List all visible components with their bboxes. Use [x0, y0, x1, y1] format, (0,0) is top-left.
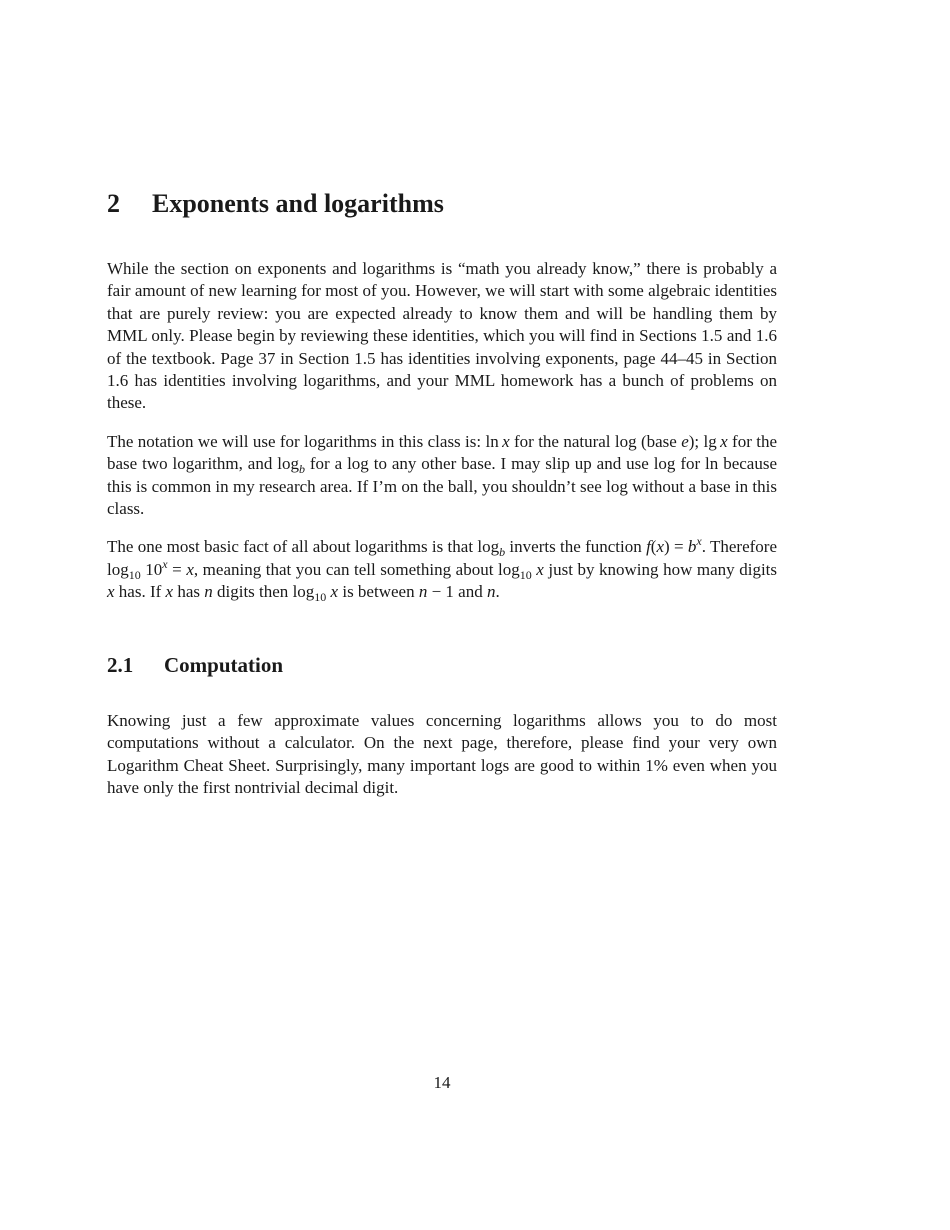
section-heading	[107, 186, 777, 222]
math-log: log	[292, 582, 315, 602]
text-run: . Therefore	[701, 537, 777, 557]
math-subscript: 10	[128, 567, 141, 582]
text-run: for a log to any other base. I may slip up and use log for ln because this is common in my research area. If I’m on the ball, you shouldn’t see log without a base in this class.	[107, 454, 777, 519]
text-run: The notation we will use for logarithms in this class is:	[107, 431, 486, 451]
text-run: ) =	[664, 537, 688, 557]
math-var: x	[165, 582, 174, 602]
paragraph-computation: Knowing just a few approximate values concerning logarithms allows you to do most computations without a calculator. On the next page, therefore, please find your very own Logarithm Cheat Sheet. Surprisingly, many important logs are good to within 1% even when you have only the first nontrivial decimal digit.	[107, 710, 777, 797]
math-var: x	[107, 582, 115, 602]
text-run: =	[167, 559, 187, 579]
math-var: n	[418, 582, 428, 602]
text-run: digits then	[212, 582, 293, 602]
math-log: log	[107, 559, 129, 579]
math-ln: ln	[485, 431, 499, 451]
math-log: log	[277, 454, 299, 474]
math-var: n	[204, 582, 213, 602]
page-number: 14	[433, 1073, 451, 1092]
paragraph-notation	[107, 431, 777, 521]
math-var: x	[536, 559, 544, 579]
math-superscript: x	[696, 534, 702, 549]
math-subscript: b	[298, 462, 305, 477]
paragraph-basic-fact	[107, 536, 777, 603]
text-run: The one most basic fact of all about logarithms is that	[107, 537, 478, 557]
text-run: 10	[140, 559, 163, 579]
text-run: (	[650, 537, 657, 557]
math-subscript: 10	[314, 590, 327, 605]
math-log: log	[477, 537, 500, 557]
math-var: n	[486, 582, 496, 602]
text-run: );	[688, 431, 704, 451]
page-content	[107, 186, 777, 815]
section-title: Exponents and logarithms	[152, 189, 444, 218]
text-run: has. If	[114, 582, 166, 602]
text-run: just by knowing how many digits	[543, 559, 778, 579]
math-log: log	[497, 559, 520, 579]
math-subscript: 10	[519, 567, 532, 582]
subsection-number: 2.1	[107, 652, 134, 677]
section-number: 2	[107, 189, 120, 218]
math-var: e	[681, 431, 689, 451]
text-run: − 1 and	[427, 582, 487, 602]
math-superscript: x	[162, 556, 168, 571]
math-subscript: b	[499, 545, 506, 560]
text-run: inverts the function	[505, 537, 647, 557]
math-var: x	[720, 431, 728, 451]
math-var: x	[186, 559, 194, 579]
text-run: has	[173, 582, 205, 602]
text-run: for the base two logarithm, and	[107, 431, 777, 474]
text-run: for the natural log (base	[509, 431, 682, 451]
text-run: .	[495, 582, 500, 602]
math-var: b	[687, 537, 697, 557]
subsection-title: Computation	[164, 652, 284, 677]
math-var: x	[656, 537, 665, 557]
math-lg: lg	[703, 431, 717, 451]
math-var: x	[502, 431, 510, 451]
text-run: is between	[338, 582, 419, 602]
math-var: x	[330, 582, 339, 602]
subsection-heading	[107, 650, 777, 680]
paragraph-intro: While the section on exponents and logarithms is “math you already know,” there is probably a fair amount of new learning for most of you. However, we will start with some algebraic identities that are purely review: you are expected already to know them and will be handling them by MML only. Please begin by reviewing these identities, which you will find in Sections 1.5 and 1.6 of the textbook. Page 37 in Section 1.5 has identities involving exponents, page 44–45 in Section 1.6 has identities involving logarithms, and your MML homework has a bunch of problems on these.	[107, 259, 777, 413]
text-run: , meaning that you can tell something about	[193, 559, 498, 579]
math-var: f	[646, 537, 651, 557]
